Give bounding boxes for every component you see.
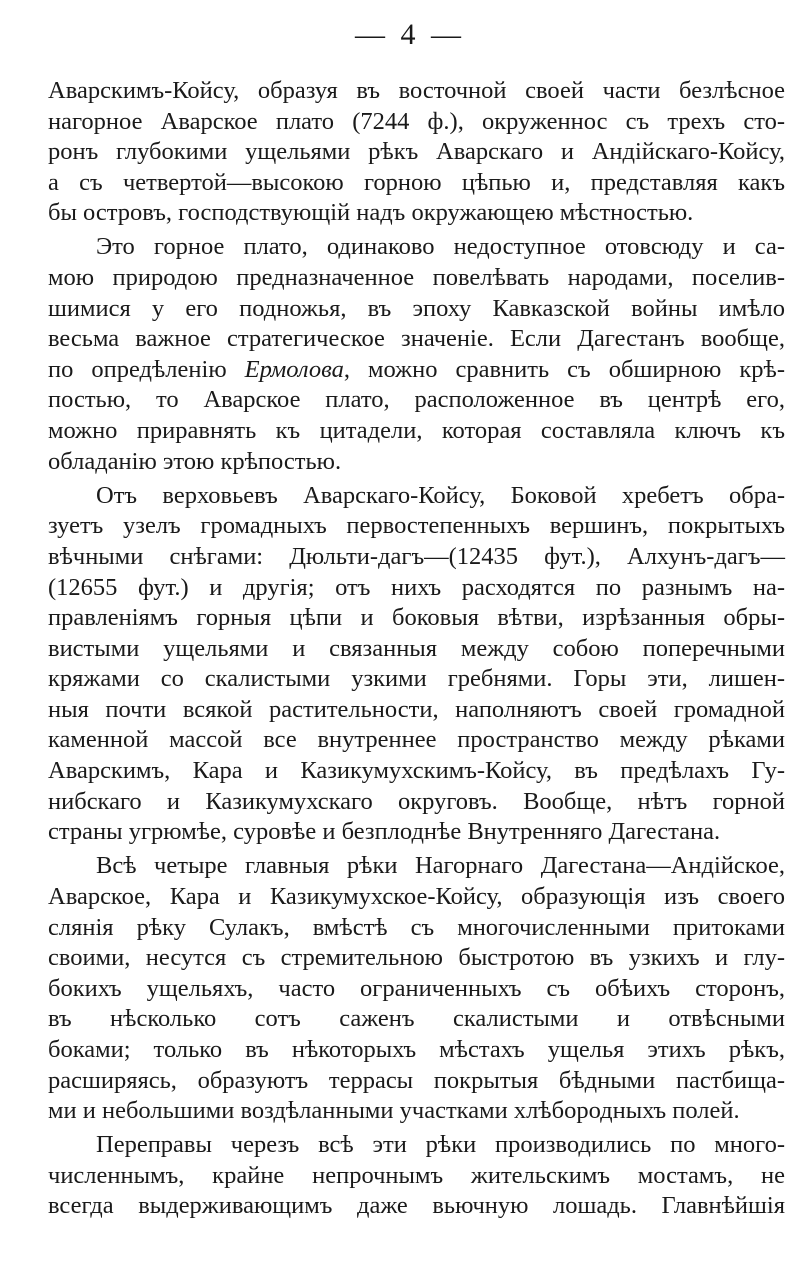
text-line: страны угрюмѣе, суровѣе и безплоднѣе Внутренняго Дагестана. [48, 818, 721, 846]
body-text [48, 76, 785, 1225]
paragraph [48, 232, 785, 477]
text-line: своими, несутся съ стремительною быстротою въ узкихъ и глу- [48, 944, 785, 972]
text-line: ми и небольшими воздѣланными участками хлѣбородныхъ полей. [48, 1097, 740, 1125]
text-line: всегда выдерживающимъ даже вьючную лошадь. Главнѣйшія [48, 1192, 785, 1220]
text-line: Аварскимъ-Койсу, образуя въ восточной своей части безлѣсное [48, 77, 785, 104]
text-line: кряжами со скалистыми узкими гребнями. Горы эти, лишен- [48, 665, 785, 693]
text-line: Всѣ четыре главныя рѣки Нагорнаго Дагестана—Андійское, [96, 852, 785, 880]
text-line: ныя почти всякой растительности, наполняютъ своей громадной [48, 695, 785, 723]
text-line: постью, то Аварское плато, расположенное въ центрѣ его, [48, 386, 785, 414]
text-line: нибскаго и Казикумухскаго округовъ. Вообще, нѣтъ горной [48, 787, 785, 815]
text-line: Переправы черезъ всѣ эти рѣки производились по много- [96, 1131, 785, 1159]
text-line: нагорное Аварское плато (7244 ф.), окруженнос съ трехъ сто- [48, 107, 785, 135]
text-line: Это горное плато, одинаково недоступное отовсюду и са- [96, 233, 785, 261]
text-line: обладанію этою крѣпостью. [48, 447, 342, 475]
page-number: — 4 — [355, 18, 465, 51]
text-line: мою природою предназначенное повелѣвать народами, поселив- [48, 264, 785, 292]
text-line: каменной массой все внутреннее пространство между рѣками [48, 726, 785, 754]
text-line: слянія рѣку Сулакъ, вмѣстѣ съ многочисленными притоками [48, 913, 785, 941]
text-line: Аварскимъ, Кара и Казикумухскимъ-Койсу, въ предѣлахъ Гу- [48, 757, 785, 785]
text-line: правленіямъ горныя цѣпи и боковыя вѣтви, изрѣзанныя обры- [48, 604, 785, 632]
text-line: вистыми ущельями и связанныя между собою поперечными [48, 634, 785, 662]
paragraph [48, 851, 785, 1126]
text-line: шимися у его подножья, въ эпоху Кавказской войны имѣло [48, 294, 785, 322]
paragraph [48, 481, 785, 848]
text-line: Аварское, Кара и Казикумухское-Койсу, образующія изъ своего [48, 882, 785, 910]
text-line: ронъ глубокими ущельями рѣкъ Аварскаго и Андійскаго-Койсу, [48, 138, 785, 166]
text-line: въ нѣсколько сотъ саженъ скалистыми и отвѣсными [48, 1005, 785, 1033]
text-line: а съ четвертой—высокою горною цѣпью и, представляя какъ [48, 168, 785, 196]
text-line: бы островъ, господствующій надъ окружающею мѣстностью. [48, 199, 694, 227]
text-line: весьма важное стратегическое значеніе. Если Дагестанъ вообще, [48, 325, 785, 353]
text-line: зуетъ узелъ громадныхъ первостепенныхъ вершинъ, покрытыхъ [48, 512, 785, 540]
text-line: можно приравнять къ цитадели, которая составляла ключъ къ [48, 417, 785, 445]
text-line: вѣчными снѣгами: Дюльти-дагъ—(12435 фут.), Алхунъ-дагъ— [48, 542, 785, 570]
text-line: боками; только въ нѣкоторыхъ мѣстахъ ущелья этихъ рѣкъ, [48, 1035, 785, 1063]
text-line: бокихъ ущельяхъ, часто ограниченныхъ съ обѣихъ сторонъ, [48, 974, 785, 1002]
italic-name: Ермолова [244, 355, 344, 383]
text-line: численнымъ, крайне непрочнымъ жительскимъ мостамъ, не [48, 1161, 785, 1189]
paragraph [48, 1130, 785, 1222]
text-line: Отъ верховьевъ Аварскаго-Койсу, Боковой хребетъ обра- [96, 481, 785, 509]
text-line: расширяясь, образуютъ террасы покрытыя бѣдными пастбища- [48, 1066, 785, 1094]
text-line: (12655 фут.) и другія; отъ нихъ расходятся по разнымъ на- [48, 573, 785, 601]
text-line: по опредѣленію Ермолова, можно сравнить съ обширною крѣ- [48, 355, 785, 383]
paragraph [48, 76, 785, 229]
